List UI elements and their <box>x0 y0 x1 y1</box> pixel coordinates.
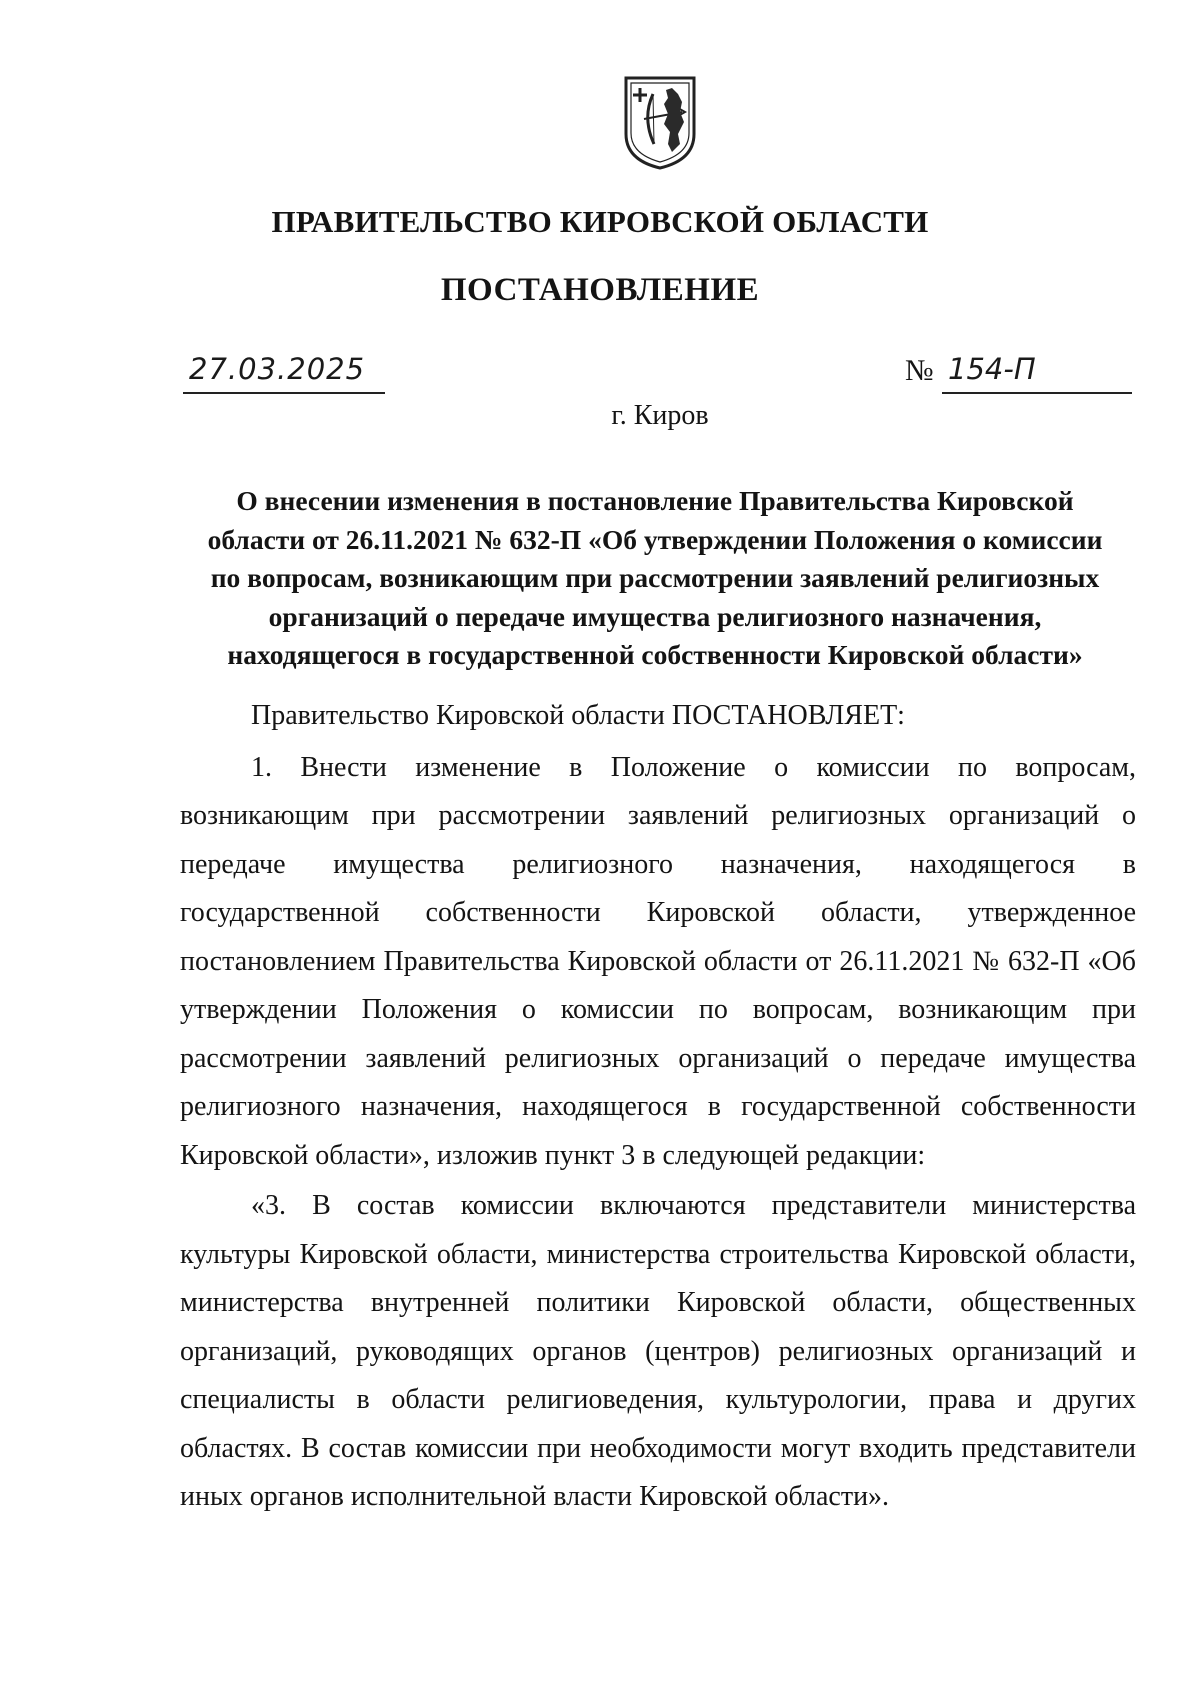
document-number: 154-П <box>948 352 1036 386</box>
subject-line: области от 26.11.2021 № 632-П «Об утверждении Положения о комиссии <box>207 523 1103 555</box>
document-body <box>180 692 1136 1522</box>
item-3-quoted-paragraph: «3. В состав комиссии включаются представители министерства культуры Кировской области, министерства строительства Кировской области, министерства внутренней политики Кировской области, общественных организаций, руководящих органов (центров) религиозных организаций и специалисты в области религиоведения, культурологии, права и других областях. В состав комиссии при необходимости могут входить представители иных органов исполнительной власти Кировской области». <box>180 1190 1136 1512</box>
number-underline <box>942 392 1132 394</box>
document-date-field <box>183 352 385 394</box>
coat-of-arms-icon <box>620 72 700 172</box>
document-type-title: ПОСТАНОВЛЕНИЕ <box>440 272 760 308</box>
organization-title: ПРАВИТЕЛЬСТВО КИРОВСКОЙ ОБЛАСТИ <box>271 204 929 239</box>
document-subject <box>175 482 1135 675</box>
item-1-paragraph: 1. Внести изменение в Положение о комиссии по вопросам, возникающим при рассмотрении заявлений религиозных организаций о передаче имущества религиозного назначения, находящегося в государственной собственности Кировской области, утвержденное постановлением Правительства Кировской области от 26.11.2021 № 632-П «Об утверждении Положения о комиссии по вопросам, возникающим при рассмотрении заявлений религиозных организаций о передаче имущества религиозного назначения, находящегося в государственной собственности Кировской области», изложив пункт 3 в следующей редакции: <box>180 751 1136 1171</box>
preamble-paragraph: Правительство Кировской области ПОСТАНОВЛЯЕТ: <box>251 700 905 731</box>
subject-line: организаций о передаче имущества религиозного назначения, <box>268 600 1042 632</box>
subject-line: по вопросам, возникающим при рассмотрении заявлений религиозных <box>210 562 1100 593</box>
document-number-field <box>942 352 1132 394</box>
subject-line: находящегося в государственной собственности Кировской области» <box>227 639 1083 670</box>
date-underline <box>183 392 385 394</box>
number-sign: № <box>905 354 934 387</box>
subject-line: О внесении изменения в постановление Правительства Кировской <box>236 485 1074 516</box>
document-date: 27.03.2025 <box>189 352 366 386</box>
document-city: г. Киров <box>611 400 709 431</box>
